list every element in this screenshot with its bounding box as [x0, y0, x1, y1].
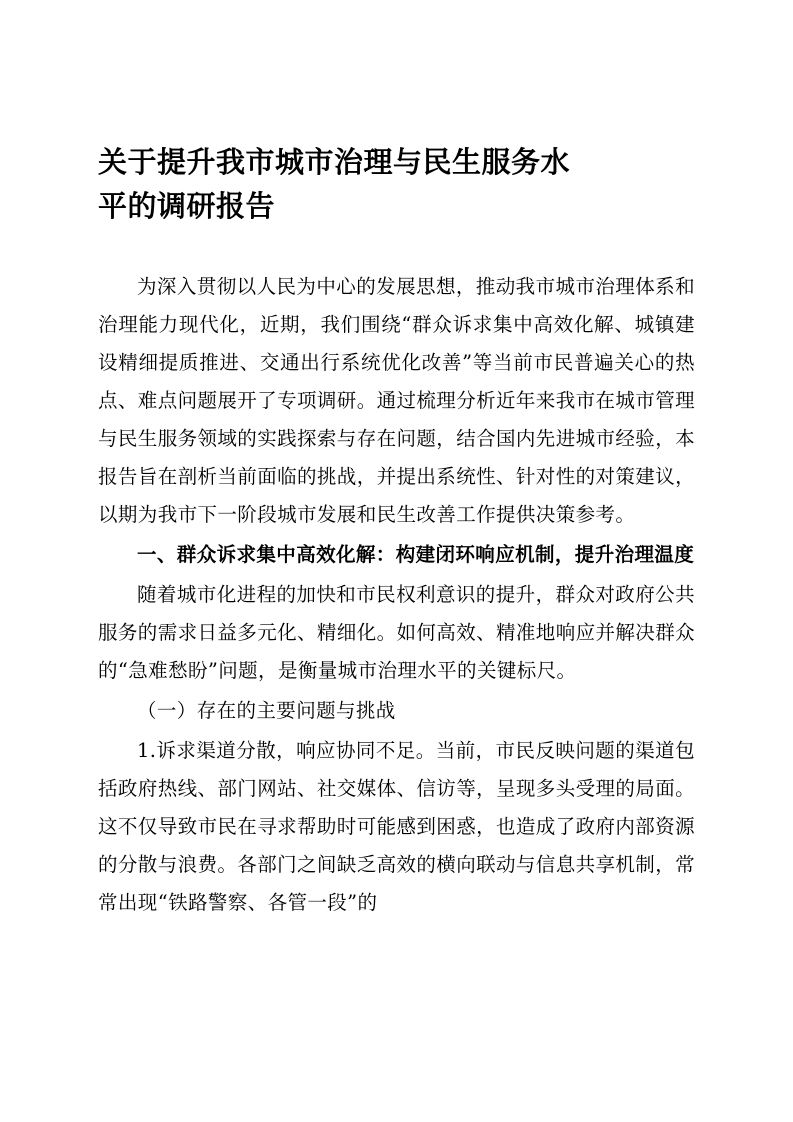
page-title: 关于提升我市城市治理与民生服务水 平的调研报告 — [98, 145, 571, 223]
list-item-1: 1.诉求渠道分散，响应协同不足。当前，市民反映问题的渠道包括政府热线、部门网站、社交媒体、信访等，呈现多头受理的局面。这不仅导致市民在寻求帮助时可能感到困惑，也造成了政府内部资源的分散与浪费。各部门之间缺乏高效的横向联动与信息共享机制，常常出现“铁路警察、各管一段”的 — [98, 739, 696, 914]
section-heading-1: 一、群众诉求集中高效化解：构建闭环响应机制，提升治理温度 — [137, 543, 695, 566]
section-1-body-paragraph: 随着城市化进程的加快和市民权利意识的提升，群众对政府公共服务的需求日益多元化、精细化。如何高效、精准地响应并解决群众的“急难愁盼”问题，是衡量城市治理水平的关键标尺。 — [98, 583, 696, 682]
subsection-heading-1: （一）存在的主要问题与挑战 — [137, 699, 396, 722]
intro-paragraph: 为深入贯彻以人民为中心的发展思想，推动我市城市治理体系和治理能力现代化，近期，我们围绕“群众诉求集中高效化解、城镇建设精细提质推进、交通出行系统优化改善”等当前市民普遍关心的热点、难点问题展开了专项调研。通过梳理分析近年来我市在城市管理与民生服务领域的实践探索与存在问题，结合国内先进城市经验，本报告旨在剖析当前面临的挑战，并提出系统性、针对性的对策建议，以期为我市下一阶段城市发展和民生改善工作提供决策参考。 — [98, 275, 696, 526]
